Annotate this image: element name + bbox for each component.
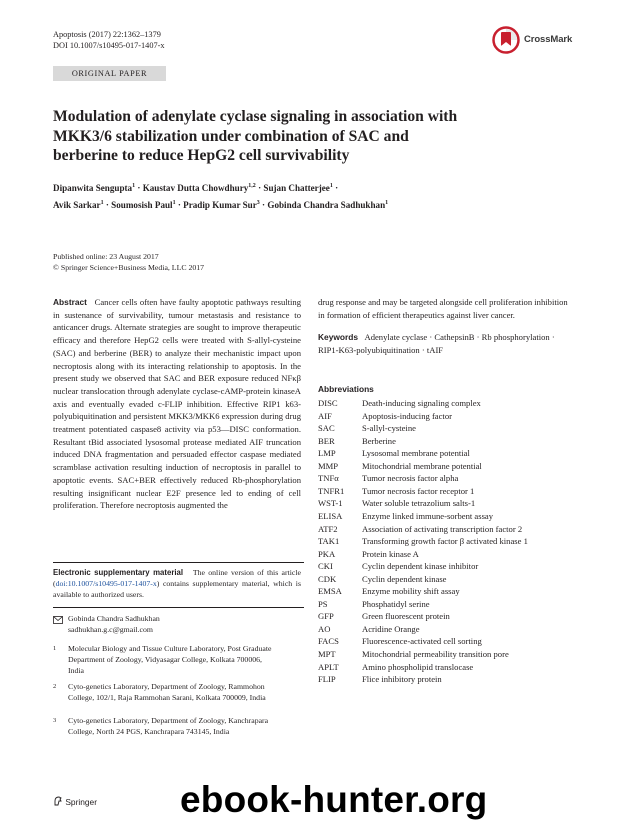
- crossmark-badge[interactable]: [492, 26, 592, 54]
- doi-line: DOI 10.1007/s10495-017-1407-x: [53, 41, 165, 50]
- author-separator: ·: [175, 199, 184, 210]
- esm-text-before: The online version of this article (: [53, 568, 301, 588]
- author-affiliation-mark: 1: [172, 199, 176, 206]
- abbreviation-row: [318, 635, 482, 648]
- abbreviation-row: [318, 397, 481, 410]
- correspondence-divider: [53, 607, 304, 608]
- springer-horse-icon: [53, 796, 63, 806]
- correspondence-email[interactable]: sadhukhan.g.c@gmail.com: [68, 624, 153, 634]
- abbreviation-term: CDK: [318, 573, 337, 584]
- abstract-label: Abstract: [53, 297, 87, 307]
- abbreviation-term: TNFα: [318, 473, 339, 484]
- author-name[interactable]: Soumosish Paul: [111, 199, 173, 210]
- abbreviation-definition: Amino phospholipid translocase: [362, 661, 474, 672]
- published-date: Published online: 23 August 2017: [53, 252, 159, 261]
- crossmark-label: CrossMark: [524, 34, 573, 45]
- abbreviation-definition: Enzyme linked immune-sorbent assay: [362, 510, 494, 521]
- abbreviation-term: APLT: [318, 661, 339, 672]
- abbreviation-row: [318, 610, 450, 623]
- esm-note: [53, 568, 301, 600]
- author-name[interactable]: Dipanwita Sengupta: [53, 183, 133, 194]
- abbreviation-row: [318, 472, 458, 485]
- abstract-column-1: [53, 296, 301, 512]
- abbreviation-term: MMP: [318, 460, 339, 471]
- author-affiliation-mark: 3: [256, 199, 260, 206]
- author-affiliation-mark: 1: [100, 199, 104, 206]
- springer-logo: [53, 796, 97, 807]
- abbreviation-definition: Tumor necrosis factor alpha: [362, 473, 459, 484]
- abstract-text-2: drug response and may be targeted alongside cell proliferation inhibition in formation of efficient therapeutics against liver cancer.: [318, 297, 568, 320]
- abbreviation-term: GFP: [318, 611, 334, 622]
- abbreviation-definition: Protein kinase A: [362, 548, 419, 559]
- abbreviation-term: TNFR1: [318, 485, 345, 496]
- abbreviation-row: [318, 497, 475, 510]
- author-affiliation-mark: 1: [329, 183, 333, 189]
- abbreviation-row: [318, 535, 528, 548]
- abbreviation-row: [318, 447, 470, 460]
- keywords-text: Adenylate cyclase · CathepsinB · Rb phosphorylation · RIP1-K63-polyubiquitination · tAIF: [318, 332, 555, 356]
- abbreviation-term: DISC: [318, 398, 338, 408]
- affiliation-2: [53, 682, 301, 704]
- abbreviation-term: MPT: [318, 649, 336, 659]
- abbreviation-term: TAK1: [318, 536, 340, 547]
- affiliation-number: 3: [53, 717, 57, 724]
- abbreviation-term: WST-1: [318, 498, 343, 509]
- abbreviation-term: ATF2: [318, 523, 338, 534]
- author-separator: ·: [103, 199, 112, 210]
- abbreviation-definition: Water soluble tetrazolium salts-1: [362, 498, 476, 509]
- abbreviation-term: PKA: [318, 548, 336, 559]
- abbreviation-definition: S-allyl-cysteine: [362, 423, 416, 434]
- abstract-column-2: [318, 296, 568, 357]
- abbreviation-definition: Flice inhibitory protein: [362, 674, 442, 685]
- author-separator: ·: [255, 183, 264, 194]
- abbreviation-term: FACS: [318, 636, 339, 647]
- abbreviation-definition: Fluorescence-activated cell sorting: [362, 636, 482, 647]
- affiliation-1: [53, 644, 301, 676]
- abbreviation-row: [318, 585, 460, 598]
- abbreviation-term: FLIP: [318, 674, 336, 685]
- paper-title: Modulation of adenylate cyclase signaling in association with MKK3/6 stabilization under combination of SAC and berberine to reduce HepG2 cell survivability: [53, 108, 458, 164]
- abbreviation-row: [318, 648, 509, 661]
- abbreviation-row: [318, 435, 396, 448]
- abbreviation-definition: Cyclin dependent kinase inhibitor: [362, 561, 479, 572]
- abbreviation-definition: Tumor necrosis factor receptor 1: [362, 485, 475, 496]
- author-name[interactable]: Pradip Kumar Sur: [183, 199, 257, 210]
- abbreviation-row: [318, 623, 420, 636]
- abbreviation-row: [318, 560, 478, 573]
- publication-info: [53, 251, 204, 273]
- abbreviation-term: AO: [318, 623, 331, 634]
- author-separator: ·: [135, 183, 143, 194]
- author-separator: ·: [259, 199, 268, 210]
- abbreviation-row: [318, 673, 442, 686]
- abbreviation-definition: Transforming growth factor β activated kinase 1: [362, 536, 528, 547]
- affiliation-number: 2: [53, 683, 57, 690]
- abbreviation-row: [318, 510, 493, 523]
- abbreviation-row: [318, 422, 416, 435]
- abbreviation-definition: Apoptosis-inducing factor: [362, 410, 452, 421]
- abbreviation-row: [318, 548, 419, 561]
- author-affiliation-mark: 1,2: [248, 183, 256, 189]
- abbreviation-term: LMP: [318, 448, 336, 459]
- correspondence-name: Gobinda Chandra Sadhukhan: [68, 614, 160, 623]
- affiliation-number: 1: [53, 645, 57, 652]
- springer-label: Springer: [65, 797, 97, 807]
- abbreviation-row: [318, 523, 522, 536]
- abbreviation-term: AIF: [318, 410, 332, 421]
- abbreviation-definition: Phosphatidyl serine: [362, 598, 430, 609]
- keywords-block: [318, 331, 568, 356]
- copyright-line: © Springer Science+Business Media, LLC 2017: [53, 263, 205, 272]
- author-name[interactable]: Kaustav Dutta Chowdhury: [142, 183, 249, 194]
- journal-line: Apoptosis (2017) 22:1362–1379: [53, 30, 161, 39]
- abbreviation-row: [318, 573, 446, 586]
- abbreviation-row: [318, 460, 482, 473]
- article-type-band: ORIGINAL PAPER: [53, 66, 166, 81]
- author-affiliation-mark: 1: [385, 199, 389, 206]
- esm-text-after: ) contains supplementary material, which is available to authorized users.: [53, 578, 301, 599]
- author-name[interactable]: Sujan Chatterjee: [263, 183, 330, 194]
- author-affiliation-mark: 1: [132, 183, 136, 189]
- abbreviation-row: [318, 598, 430, 611]
- abbreviation-definition: Enzyme mobility shift assay: [362, 586, 460, 597]
- affiliation-text: Molecular Biology and Tissue Culture Laboratory, Post Graduate Department of Zoology, Vidyasagar College, Kolkata 700006, India: [68, 644, 272, 675]
- abbreviation-row: [318, 410, 452, 423]
- affiliation-3: [53, 716, 301, 738]
- esm-label: Electronic supplementary material: [53, 568, 184, 577]
- abbreviation-definition: Mitochondrial permeability transition pore: [362, 649, 509, 659]
- abbreviation-term: SAC: [318, 423, 335, 434]
- correspondence: [53, 614, 301, 636]
- envelope-icon: [53, 616, 63, 624]
- abbreviation-definition: Mitochondrial membrane potential: [362, 460, 482, 471]
- footnote-divider: [53, 562, 304, 563]
- abbreviation-term: CKI: [318, 561, 333, 572]
- abbreviation-term: PS: [318, 598, 328, 609]
- keywords-label: Keywords: [318, 332, 359, 343]
- abbreviation-row: [318, 661, 473, 674]
- crossmark-icon: [492, 26, 520, 54]
- abbreviation-definition: Cyclin dependent kinase: [362, 573, 447, 584]
- affiliation-text: Cyto-genetics Laboratory, Department of Zoology, Kanchrapara College, North 24 PGS, Kanchrapara 743145, India: [68, 716, 269, 736]
- abbreviations-title: Abbreviations: [318, 384, 374, 394]
- abbreviation-definition: Green fluorescent protein: [362, 611, 450, 622]
- abbreviation-definition: Lysosomal membrane potential: [362, 448, 470, 459]
- affiliation-text: Cyto-genetics Laboratory, Department of Zoology, Rammohon College, 102/1, Raja Rammohan Sarani, Kolkata 700009, India: [68, 682, 266, 702]
- esm-doi-link[interactable]: doi:10.1007/s10495-017-1407-x: [55, 578, 157, 588]
- abbreviation-definition: Acridine Orange: [362, 623, 420, 634]
- abbreviation-row: [318, 485, 474, 498]
- author-list: [53, 179, 583, 212]
- journal-citation: [53, 29, 165, 51]
- abbreviation-definition: Death-inducing signaling complex: [362, 398, 481, 408]
- abbreviation-term: EMSA: [318, 586, 342, 597]
- abstract-text-1: Cancer cells often have faulty apoptotic pathways resulting in sustenance of survivability, tumour metastasis and resistance to anticancer drugs. Alternate strategies are sought to improve therapeutic efficacy and therefore HepG2 cells were treated with S-allyl-cysteine (SAC) and berberine (BER) to analyze their mechanistic impact upon necroptosis along with its interacting relationship to apoptosis. In the present study we observed that SAC and BER exposure reduced NFκβ nuclear translocation through adenylate cyclase-cAMP-protein kinaseA axis and eventually evaded c-FLIP inhibition. Effective RIP1 k63-polyubiquitination and persistent MKK3/MKK6 expression during drug treatment potentiated caspase8 activity via p53—DISC conformation. Resultant tBid associated lysosomal protease mediated AIF truncation induced DNA fragmentation and persuaded effector caspase mediated scramblase activation resulting induction of necroptosis in parallel to apoptotic events. SAC+BER effectively reduced Rb-phosphorylation resulting insignificant nuclear E2F presence led to ending of cell proliferation. Therefore necroptosis augmented the: [53, 297, 301, 511]
- abbreviation-definition: Berberine: [362, 435, 396, 446]
- author-separator: ·: [332, 183, 339, 194]
- author-name[interactable]: Avik Sarkar: [53, 199, 101, 210]
- abbreviation-term: BER: [318, 435, 335, 446]
- abbreviation-term: ELISA: [318, 510, 343, 521]
- author-name[interactable]: Gobinda Chandra Sadhukhan: [267, 199, 386, 210]
- watermark: ebook-hunter.org: [180, 779, 488, 820]
- abbreviation-definition: Association of activating transcription factor 2: [362, 523, 523, 534]
